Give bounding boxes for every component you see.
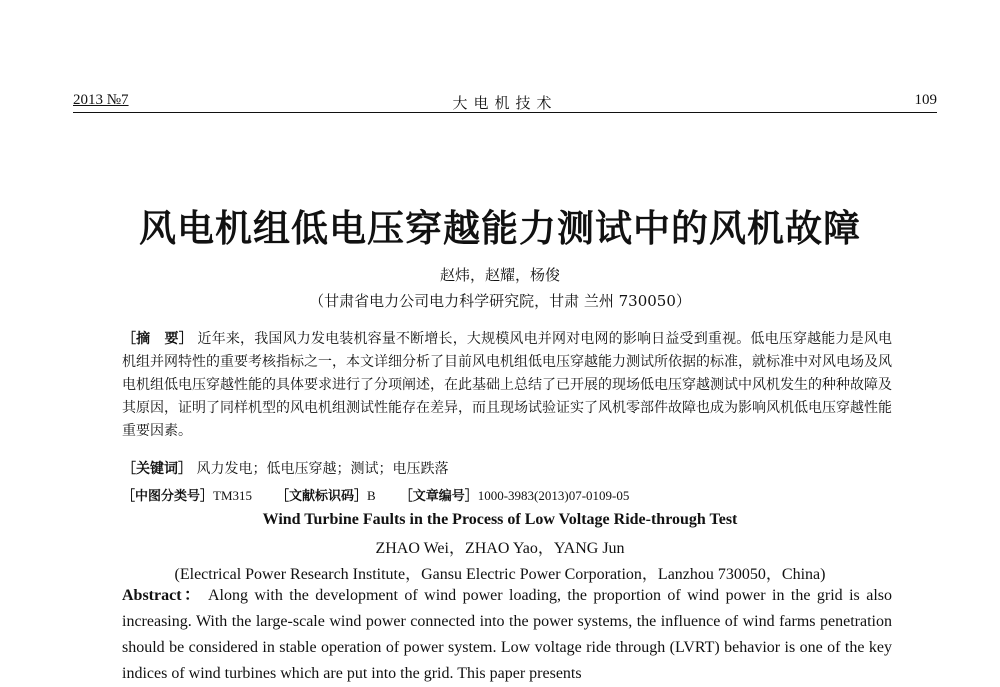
paper-title-en: Wind Turbine Faults in the Process of Low Voltage Ride-through Test — [262, 511, 738, 528]
doc-code-value: B — [367, 488, 376, 503]
abstract-en-label: Abstract： — [122, 587, 203, 604]
keywords-cn — [122, 458, 892, 478]
journal-name: 大电机技术 — [452, 94, 558, 112]
affiliation-en: (Electrical Power Research Institute，Gansu Electric Power Corporation，Lanzhou 730050，China) — [174, 566, 826, 583]
page-number: 109 — [914, 92, 937, 108]
article-number-value: 1000-3983(2013)07-0109-05 — [477, 488, 630, 503]
abstract-cn — [122, 328, 892, 443]
issue-number: 2013 №7 — [73, 92, 129, 108]
abstract-en — [122, 583, 892, 687]
abstract-cn-text: 近年来，我国风力发电装机容量不断增长，大规模风电并网对电网的影响日益受到重视。低电压穿越能力是风电机组并网特性的重要考核指标之一，本文详细分析了目前风电机组低电压穿越能力测试所依据的标准，就标准中对风电场及风电机组低电压穿越性能的具体要求进行了分项阐述，在此基础上总结了已开展的现场低电压穿越测试中风机发生的种种故障及其原因，证明了同样机型的风电机组测试性能存在差异，而且现场试验证实了风机零部件故障也成为影响风机低电压穿越性能重要因素。 — [122, 331, 893, 439]
running-header — [73, 92, 937, 113]
clc-value: TM315 — [213, 488, 253, 503]
doc-code-label: ［文献标识码］ — [276, 488, 368, 503]
clc-label: ［中图分类号］ — [122, 488, 214, 503]
keywords-cn-label: ［关键词］ — [122, 461, 192, 477]
affiliation-cn: （甘肃省电力公司电力科学研究院，甘肃 兰州 730050） — [309, 292, 691, 310]
authors-cn: 赵炜，赵耀，杨俊 — [439, 266, 560, 284]
classification-line — [122, 485, 892, 504]
authors-en: ZHAO Wei，ZHAO Yao，YANG Jun — [375, 540, 625, 557]
article-number-label: ［文章编号］ — [399, 488, 478, 503]
keywords-cn-text: 风力发电；低电压穿越；测试；电压跌落 — [196, 461, 449, 477]
paper-title-cn: 风电机组低电压穿越能力测试中的风机故障 — [139, 207, 861, 250]
abstract-cn-label: ［摘 要］ — [122, 331, 193, 347]
abstract-en-text: Along with the development of wind power loading, the proportion of wind power in the grid is also increasing. With the large-scale wind power connected into the power systems, the influence of wind farms penetration should be considered in stable operation of power system. Low voltage ride through (LVRT) behavior is one of the key indices of wind turbines which are put into the grid. This paper presents — [122, 587, 892, 682]
